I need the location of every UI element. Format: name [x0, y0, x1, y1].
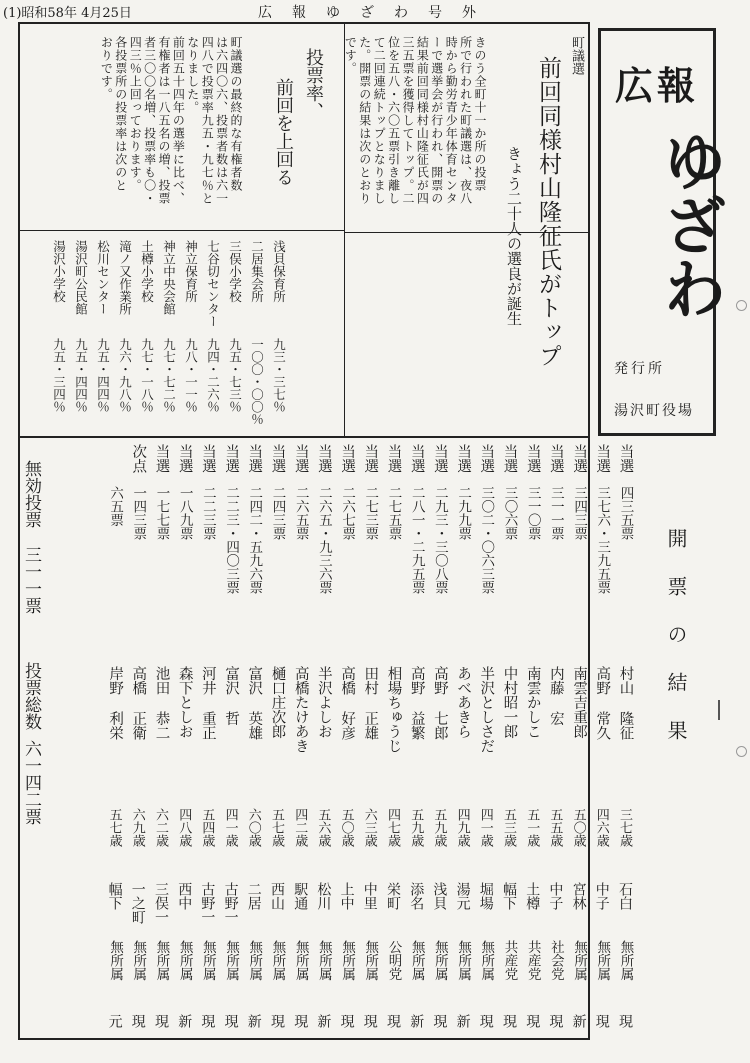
candidate-class: 現	[153, 1014, 169, 1028]
candidate-party: 無所属	[408, 940, 425, 981]
candidate-name: 南雲かしこ	[524, 666, 541, 739]
turnout-headline-2: 前回を上回る	[273, 78, 294, 186]
result-votes: 二四三票	[269, 486, 286, 540]
candidate-district: 松川	[315, 882, 332, 910]
result-status: 当選	[199, 444, 216, 473]
station-name: 神立中央会館	[161, 240, 177, 315]
lead-body-line: ーで選挙会が行われ、開票の	[429, 36, 444, 205]
result-votes: 二八一・二九五票	[408, 486, 425, 594]
candidate-name: 高野 益繁	[408, 666, 425, 740]
candidate-age: 四八歳	[176, 808, 192, 847]
candidate-class: 現	[547, 1014, 564, 1028]
candidate-age: 六三歳	[361, 808, 377, 847]
turnout-headline-1: 投票率、	[303, 48, 324, 120]
candidate-name: 田村 正雄	[362, 666, 379, 740]
candidate-name: 半沢よしお	[315, 666, 332, 739]
candidate-name: 高橋たけあき	[292, 666, 309, 753]
candidate-name: 村山 隆征	[617, 666, 634, 740]
station-name: 七谷切センター	[205, 240, 221, 328]
lead-body-line: 結果前回同様村山隆征氏が四	[415, 36, 430, 205]
candidate-name: 高橋 正衛	[130, 666, 147, 740]
candidate-party: 無所属	[107, 940, 124, 981]
candidate-district: 堀場	[477, 882, 494, 910]
result-votes: 三七六・三九五票	[594, 486, 611, 594]
result-votes: 四三五票	[617, 486, 634, 540]
result-status: 当選	[594, 444, 611, 473]
station-turnout-rate: 九五・三四％	[51, 338, 67, 413]
issue-date: (1)昭和58年 4月25日	[3, 6, 132, 21]
candidate-class: 現	[617, 1014, 633, 1028]
candidate-district: 中里	[361, 882, 378, 910]
result-votes: 三〇二・〇六三票	[478, 486, 495, 594]
result-votes: 三一〇票	[524, 486, 541, 540]
candidate-age: 五三歳	[501, 808, 516, 847]
candidate-age: 四一歳	[477, 808, 493, 847]
publisher-name: 湯沢町役場	[614, 403, 694, 419]
result-votes: 三一一票	[547, 486, 564, 540]
candidate-class: 現	[269, 1014, 285, 1028]
result-status: 当選	[408, 444, 425, 473]
station-turnout-rate: 一〇〇・〇〇％	[249, 338, 265, 426]
candidate-age: 四七歳	[385, 808, 400, 847]
candidate-district: 古野一	[199, 882, 216, 924]
candidate-district: 栄町	[385, 882, 401, 910]
candidate-district: 二居	[245, 882, 262, 910]
candidate-age: 四九歳	[454, 808, 470, 847]
candidate-district: 宮林	[570, 882, 587, 910]
result-status: 当選	[501, 444, 518, 473]
column-divider	[344, 24, 345, 436]
candidate-party: 無所属	[153, 940, 170, 981]
candidate-name: 半沢としさだ	[478, 666, 495, 753]
candidate-class: 新	[315, 1014, 332, 1028]
result-status: 当選	[315, 444, 332, 473]
candidate-age: 三七歳	[617, 808, 632, 847]
candidate-party: 無所属	[594, 940, 611, 981]
candidate-party: 無所属	[431, 940, 448, 981]
station-turnout-rate: 九七・一八％	[139, 338, 155, 413]
result-votes: 三四三票	[571, 486, 588, 540]
result-status: 当選	[292, 444, 309, 473]
candidate-age: 五四歳	[199, 808, 215, 847]
result-votes: 二二三票	[199, 486, 216, 540]
candidate-name: 高野 常久	[594, 666, 611, 740]
candidate-party: 共産党	[524, 940, 541, 981]
candidate-age: 四一歳	[222, 808, 238, 847]
result-status: 当選	[524, 444, 541, 473]
candidate-name: 池田 恭二	[153, 666, 170, 740]
candidate-district: 三俣一	[153, 882, 169, 924]
station-name: 二居集会所	[249, 240, 265, 303]
station-name: 土樽小学校	[139, 240, 155, 303]
result-status: 当選	[431, 444, 448, 473]
result-votes: 二七五票	[385, 486, 402, 540]
candidate-district: 浅貝	[431, 882, 448, 910]
candidate-district: 西中	[176, 882, 193, 910]
candidate-class: 新	[176, 1014, 193, 1028]
candidate-class: 現	[524, 1014, 541, 1028]
station-turnout-rate: 九五・四四％	[73, 338, 89, 413]
result-votes: 二六七票	[339, 486, 356, 540]
station-turnout-rate: 九六・九八％	[117, 338, 133, 413]
candidate-age: 六九歳	[129, 808, 145, 847]
results-title: 開票の結果	[664, 528, 688, 768]
candidate-party: 無所属	[176, 940, 193, 981]
lead-body-line: 位を五八・六〇五票引き離し	[386, 36, 401, 205]
candidate-district: 添名	[408, 882, 425, 910]
station-turnout-rate: 九七・七二％	[161, 338, 177, 413]
station-turnout-rate: 九八・一一％	[183, 338, 199, 413]
election-kicker: 町議選	[569, 36, 584, 75]
masthead-logo-top: 広報	[614, 63, 699, 108]
station-turnout-rate: 九四・二六％	[205, 338, 221, 413]
candidate-age: 五五歳	[547, 808, 563, 847]
candidate-party: 無所属	[617, 940, 634, 981]
result-status: 当選	[153, 444, 170, 473]
candidate-district: 古野一	[222, 882, 239, 924]
candidate-class: 新	[408, 1014, 425, 1028]
candidate-name: 富沢 哲	[223, 666, 240, 726]
result-votes: 二六五・九三六票	[315, 486, 332, 594]
turnout-body-line: おりです。	[99, 36, 114, 101]
result-status: 当選	[362, 444, 379, 473]
candidate-party: 社会党	[547, 940, 564, 981]
result-status: 当選	[176, 444, 193, 473]
candidate-party: 無所属	[199, 940, 216, 981]
candidate-party: 無所属	[292, 940, 309, 981]
turnout-body-line: 各投票所の投票率は次のと	[113, 36, 128, 192]
total-votes-label: 投票総数	[21, 662, 41, 730]
candidate-name: 高橋 好彦	[339, 666, 356, 740]
candidate-name: 森下としお	[176, 666, 193, 739]
turnout-divider	[18, 230, 344, 231]
candidate-party: 無所属	[571, 940, 588, 981]
result-status: 当選	[246, 444, 263, 473]
candidate-name: 河井 重正	[199, 666, 216, 740]
candidate-district: 湯元	[454, 882, 471, 910]
masthead-logo: ゆざわ	[652, 128, 727, 320]
section-divider	[18, 436, 590, 438]
candidate-age: 五〇歳	[338, 808, 354, 847]
invalid-votes-value: 三一一票	[21, 546, 41, 614]
candidate-district: 駅通	[292, 882, 309, 910]
station-turnout-rate: 九五・四四％	[95, 338, 111, 413]
candidate-party: 無所属	[269, 940, 286, 981]
page-header	[0, 0, 600, 20]
result-votes: 六五票	[107, 486, 124, 527]
candidate-party: 無所属	[478, 940, 495, 981]
candidate-age: 五九歳	[408, 808, 424, 847]
turnout-body-line: は六四〇六、投票者数は六一	[214, 36, 229, 205]
lead-body-line: 三五票を獲得してトップ。二	[401, 36, 415, 205]
candidate-age: 五九歳	[431, 808, 447, 847]
result-status: 当選	[571, 444, 588, 473]
candidate-district: 上中	[338, 882, 355, 910]
candidate-class: 新	[454, 1014, 471, 1028]
candidate-name: 富沢 英雄	[246, 666, 263, 740]
result-votes: 二九九票	[455, 486, 472, 540]
binder-hole-icon	[736, 746, 747, 757]
fold-mark-icon	[718, 700, 720, 720]
candidate-class: 新	[570, 1014, 587, 1028]
lead-subheadline: きょう二十人の選良が誕生	[505, 146, 523, 326]
result-status: 当選	[385, 444, 402, 473]
station-name: 松川センター	[95, 240, 111, 315]
result-status: 当選	[478, 444, 495, 473]
result-status: 次点	[130, 444, 147, 473]
candidate-age: 五七歳	[106, 808, 122, 847]
candidate-district: 石白	[617, 882, 633, 910]
candidate-party: 無所属	[362, 940, 379, 981]
candidate-class: 現	[431, 1014, 448, 1028]
candidate-district: 幅下	[106, 882, 123, 910]
candidate-name: 岸野 利栄	[107, 666, 124, 740]
candidate-party: 無所属	[315, 940, 332, 981]
candidate-party: 共産党	[501, 940, 518, 981]
publisher-label: 発行所	[614, 361, 665, 377]
turnout-body-line: 四八で投票率九五・九七％と	[200, 36, 215, 205]
candidate-name: 内藤 宏	[547, 666, 564, 726]
lead-body-line: 時から勤労青少年体育センタ	[444, 36, 459, 205]
result-status: 当選	[223, 444, 240, 473]
candidate-party: 公明党	[385, 940, 402, 981]
candidate-party: 無所属	[339, 940, 356, 981]
turnout-body-line: 町議選の最終的な有権者数	[229, 36, 243, 192]
candidate-class: 現	[199, 1014, 216, 1028]
turnout-body-line: 者三〇〇名増、投票率も〇・	[142, 36, 157, 205]
invalid-votes-label: 無効投票	[21, 460, 41, 528]
candidate-class: 現	[593, 1014, 610, 1028]
candidate-age: 五〇歳	[570, 808, 586, 847]
candidate-age: 六〇歳	[245, 808, 261, 847]
lead-body-line: です。	[343, 36, 358, 75]
candidate-class: 現	[501, 1014, 517, 1028]
station-turnout-rate: 九五・七三％	[227, 338, 243, 413]
station-name: 神立保育所	[183, 240, 199, 303]
turnout-body-line: 前回五十四年の選挙に比べ、	[171, 36, 186, 205]
result-votes: 二六五票	[292, 486, 309, 540]
lead-body-line: 所で行われた町議選は、夜八	[458, 36, 473, 205]
candidate-class: 現	[129, 1014, 146, 1028]
candidate-name: 南雲吉重郎	[571, 666, 588, 739]
candidate-district: 西山	[269, 882, 285, 910]
result-votes: 二九三・三〇八票	[431, 486, 448, 594]
candidate-name: 樋口庄次郎	[269, 666, 286, 739]
station-name: 浅貝保育所	[271, 240, 287, 303]
station-name: 湯沢町公民館	[73, 240, 89, 315]
result-votes: 一七七票	[153, 486, 170, 540]
turnout-body-line: 四三％上回っております。	[128, 36, 143, 192]
station-name: 滝ノ又作業所	[117, 240, 133, 315]
total-votes-value: 六一四二票	[21, 740, 41, 825]
candidate-name: 高野 七郎	[431, 666, 448, 740]
station-name: 湯沢小学校	[51, 240, 67, 303]
result-votes: 二四二・五九六票	[246, 486, 263, 594]
candidate-district: 中子	[547, 882, 564, 910]
candidate-class: 新	[245, 1014, 262, 1028]
result-votes: 一八九票	[176, 486, 193, 540]
result-status: 当選	[269, 444, 286, 473]
candidate-party: 無所属	[455, 940, 472, 981]
candidate-district: 幅下	[501, 882, 517, 910]
turnout-body-line: 有権者は一八五名の増、投票	[157, 36, 171, 205]
station-turnout-rate: 九三・三七％	[271, 338, 287, 413]
station-name: 三俣小学校	[227, 240, 243, 303]
result-votes: 二七三票	[362, 486, 379, 540]
candidate-name: あべあきら	[455, 666, 472, 739]
candidate-age: 五六歳	[315, 808, 331, 847]
paper-title: 広報ゆざわ号外	[258, 5, 496, 21]
candidate-class: 現	[385, 1014, 401, 1028]
result-status: 当選	[455, 444, 472, 473]
lead-body-line: た。開票の結果は次のとおり	[357, 36, 372, 205]
result-votes: 三〇六票	[501, 486, 518, 540]
result-status: 当選	[547, 444, 564, 473]
candidate-party: 無所属	[130, 940, 147, 981]
lead-body-line: て二回連続トップとなりまし	[372, 36, 387, 205]
candidate-district: 土樽	[524, 882, 541, 910]
candidate-class: 現	[292, 1014, 309, 1028]
result-status: 当選	[339, 444, 356, 473]
candidate-class: 現	[338, 1014, 355, 1028]
lead-body-line: きのう全町十一か所の投票	[473, 36, 487, 192]
candidate-age: 五一歳	[524, 808, 540, 847]
candidate-class: 現	[222, 1014, 239, 1028]
candidate-party: 無所属	[223, 940, 240, 981]
turnout-body-line: なりました。	[185, 36, 200, 114]
candidate-district: 中子	[593, 882, 610, 910]
candidate-class: 現	[477, 1014, 494, 1028]
candidate-name: 中村昭一郎	[501, 666, 518, 739]
candidate-class: 元	[106, 1014, 123, 1028]
binder-hole-icon	[736, 300, 747, 311]
candidate-age: 五七歳	[269, 808, 284, 847]
candidate-party: 無所属	[246, 940, 263, 981]
candidate-age: 四二歳	[292, 808, 308, 847]
result-status: 当選	[617, 444, 634, 473]
result-votes: 一四三票	[130, 486, 147, 540]
result-votes: 二二三・四〇三票	[223, 486, 240, 594]
candidate-age: 四六歳	[593, 808, 609, 847]
candidate-age: 六二歳	[153, 808, 168, 847]
candidate-class: 現	[361, 1014, 378, 1028]
candidate-district: 一之町	[129, 882, 146, 924]
lead-headline: 前回同様村山隆征氏がトップ	[535, 56, 561, 368]
candidate-name: 相場ちゅうじ	[385, 666, 402, 753]
